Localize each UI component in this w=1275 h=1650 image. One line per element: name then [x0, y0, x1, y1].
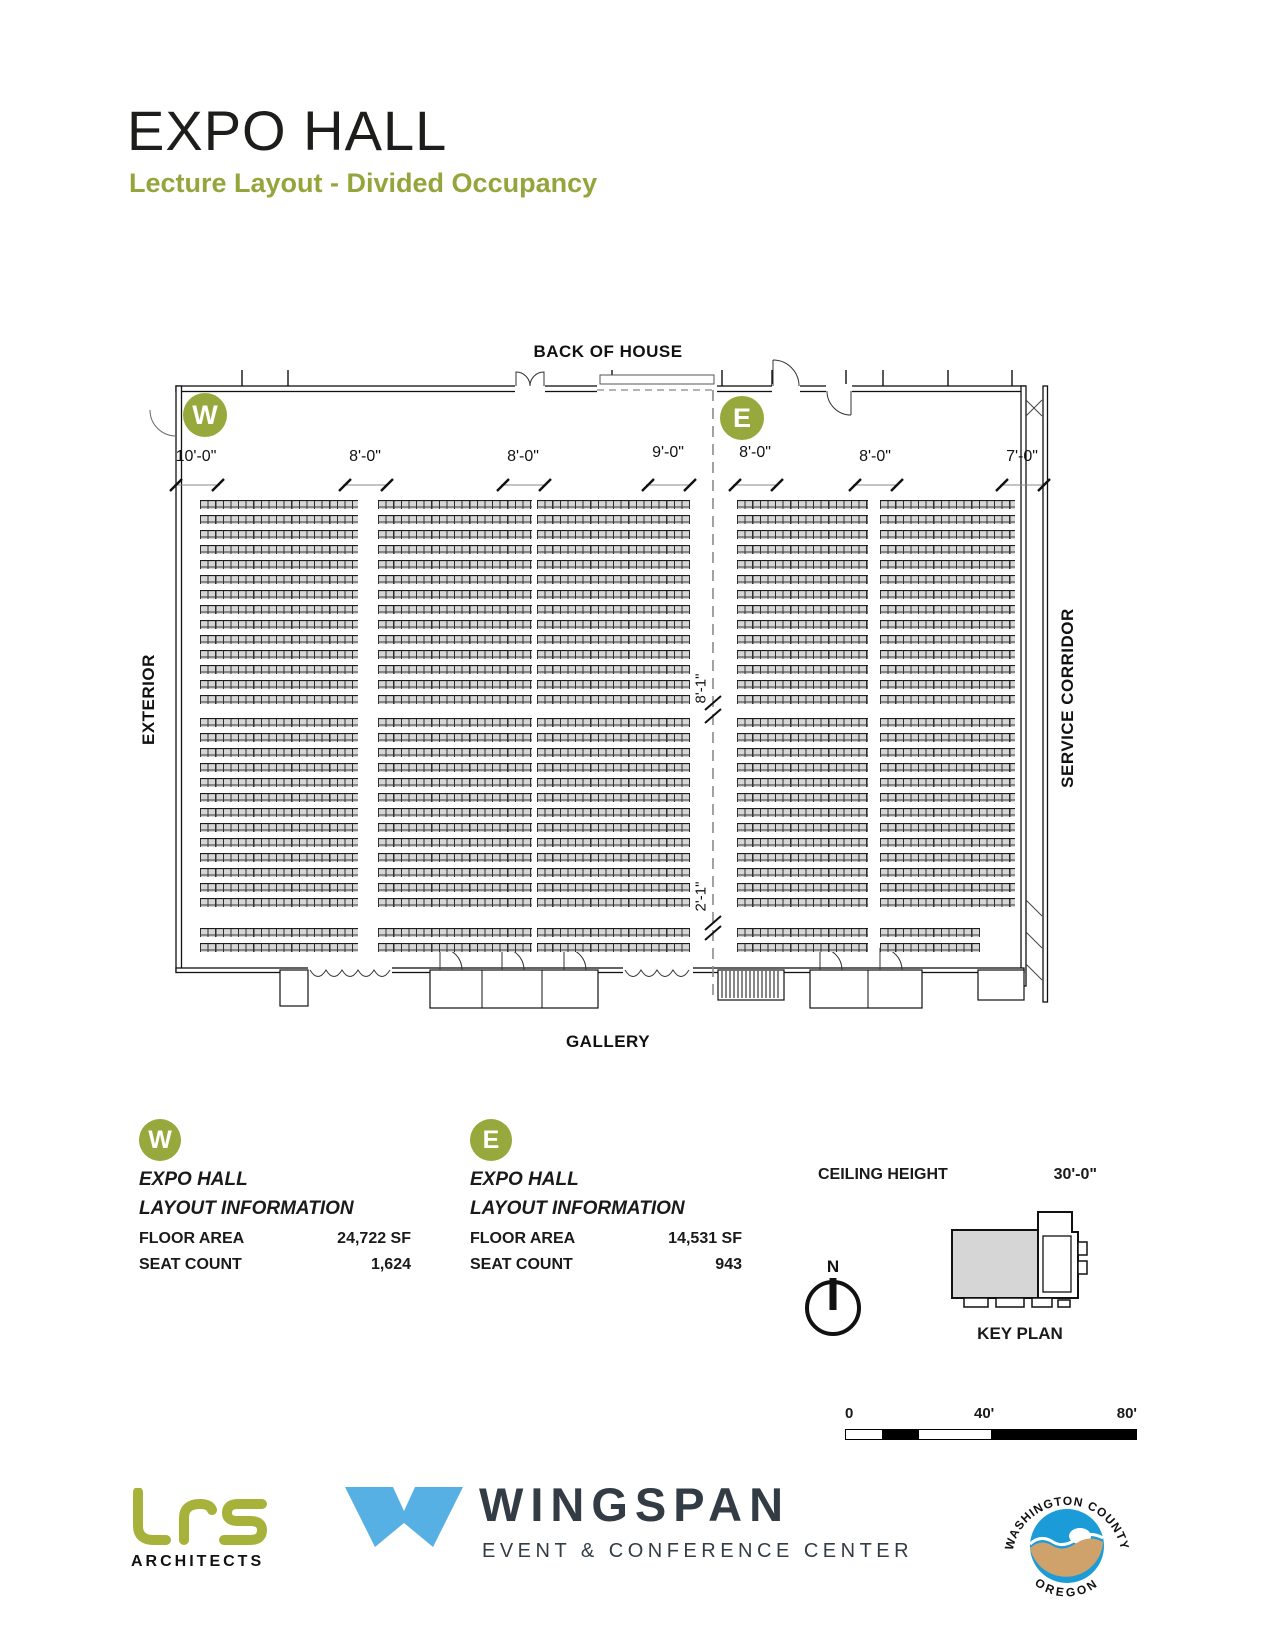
exterior-label: EXTERIOR [139, 654, 158, 745]
service-corridor-label: SERVICE CORRIDOR [1058, 608, 1077, 788]
scale-start-label: 0 [845, 1405, 854, 1422]
scale-bar-strip [845, 1429, 1137, 1440]
floor-plan [130, 340, 1075, 1055]
divider-dimension-upper: 8'-1" [692, 673, 710, 704]
north-arrow [800, 1256, 866, 1342]
seat-count-value: 943 [715, 1256, 742, 1273]
seat-count-label: SEAT COUNT [470, 1256, 573, 1273]
dimension-label: 7'-0" [1006, 448, 1038, 465]
floor-area-label: FLOOR AREA [470, 1230, 576, 1247]
scale-end-label: 80' [1116, 1405, 1137, 1422]
seat-rows-block [880, 500, 1015, 704]
washington-county-logo [995, 1482, 1140, 1612]
seat-count-row [139, 1256, 411, 1274]
west-info-marker: W [139, 1119, 181, 1161]
seat-count-value: 1,624 [370, 1256, 411, 1273]
info-hall-name: EXPO HALL [470, 1169, 579, 1190]
dimension-label: 8'-0" [349, 448, 381, 465]
seat-rows-block [378, 500, 532, 704]
divider-dimension-lower: 2'-1" [692, 881, 710, 912]
seat-rows-block [537, 500, 690, 704]
floor-area-label: FLOOR AREA [139, 1230, 245, 1247]
floor-area-value: 24,722 SF [337, 1230, 411, 1247]
scale-segment [919, 1430, 992, 1439]
info-title: LAYOUT INFORMATION [139, 1198, 354, 1219]
seat-rows-block [880, 928, 980, 952]
info-title: LAYOUT INFORMATION [470, 1198, 685, 1219]
seat-rows-block [200, 500, 358, 704]
scale-segment [846, 1430, 882, 1439]
key-plan-drawing [940, 1200, 1120, 1318]
scale-mid-label: 40' [974, 1405, 995, 1422]
dimension-label: 8'-0" [739, 444, 771, 461]
seat-rows-block [200, 718, 358, 907]
ceiling-height-value: 30'-0" [1053, 1166, 1097, 1183]
page-subtitle: Lecture Layout - Divided Occupancy [129, 168, 598, 198]
key-plan-label: KEY PLAN [977, 1324, 1063, 1343]
north-label: N [826, 1257, 840, 1276]
east-info-marker: E [470, 1119, 512, 1161]
seat-count-label: SEAT COUNT [139, 1256, 242, 1273]
dimension-label: 8'-0" [859, 448, 891, 465]
dimension-label: 9'-0" [652, 444, 684, 461]
info-hall-name: EXPO HALL [139, 1169, 248, 1190]
east-hall-marker: E [720, 396, 764, 440]
county-bottom-text: OREGON [1032, 1575, 1102, 1600]
seat-rows-block [737, 718, 868, 907]
seat-rows-block [537, 928, 690, 952]
info-block-east [470, 1119, 750, 1274]
scale-segment [882, 1430, 918, 1439]
seat-rows-block [737, 928, 868, 952]
floor-area-value: 14,531 SF [668, 1230, 742, 1247]
lrs-architects-label: ARCHITECTS [131, 1553, 265, 1570]
ceiling-height-label: CEILING HEIGHT [818, 1166, 948, 1183]
seat-rows-block [378, 718, 532, 907]
wingspan-name: WINGSPAN [479, 1478, 791, 1531]
info-block-west [139, 1119, 419, 1274]
county-top-text: WASHINGTON COUNTY [1001, 1493, 1133, 1552]
seat-rows-block [880, 718, 1015, 907]
dimension-label: 8'-0" [507, 448, 539, 465]
page-title: EXPO HALL [127, 99, 448, 162]
floor-area-row [139, 1230, 411, 1248]
wingspan-logo-icon [345, 1487, 463, 1549]
seat-count-row [470, 1256, 742, 1274]
back-of-house-label: BACK OF HOUSE [533, 342, 683, 361]
floor-area-row [470, 1230, 742, 1248]
scale-segment [991, 1430, 1136, 1439]
seat-rows-block [537, 718, 690, 907]
gallery-label: GALLERY [565, 1032, 651, 1051]
lrs-logo-icon [128, 1488, 273, 1550]
west-hall-marker: W [183, 393, 227, 437]
wingspan-subtitle: EVENT & CONFERENCE CENTER [482, 1540, 914, 1562]
scale-bar [845, 1405, 1137, 1447]
dimension-label: 10'-0" [175, 448, 217, 465]
seat-rows-block [378, 928, 532, 952]
seat-rows-block [200, 928, 358, 952]
seat-rows-block [737, 500, 868, 704]
